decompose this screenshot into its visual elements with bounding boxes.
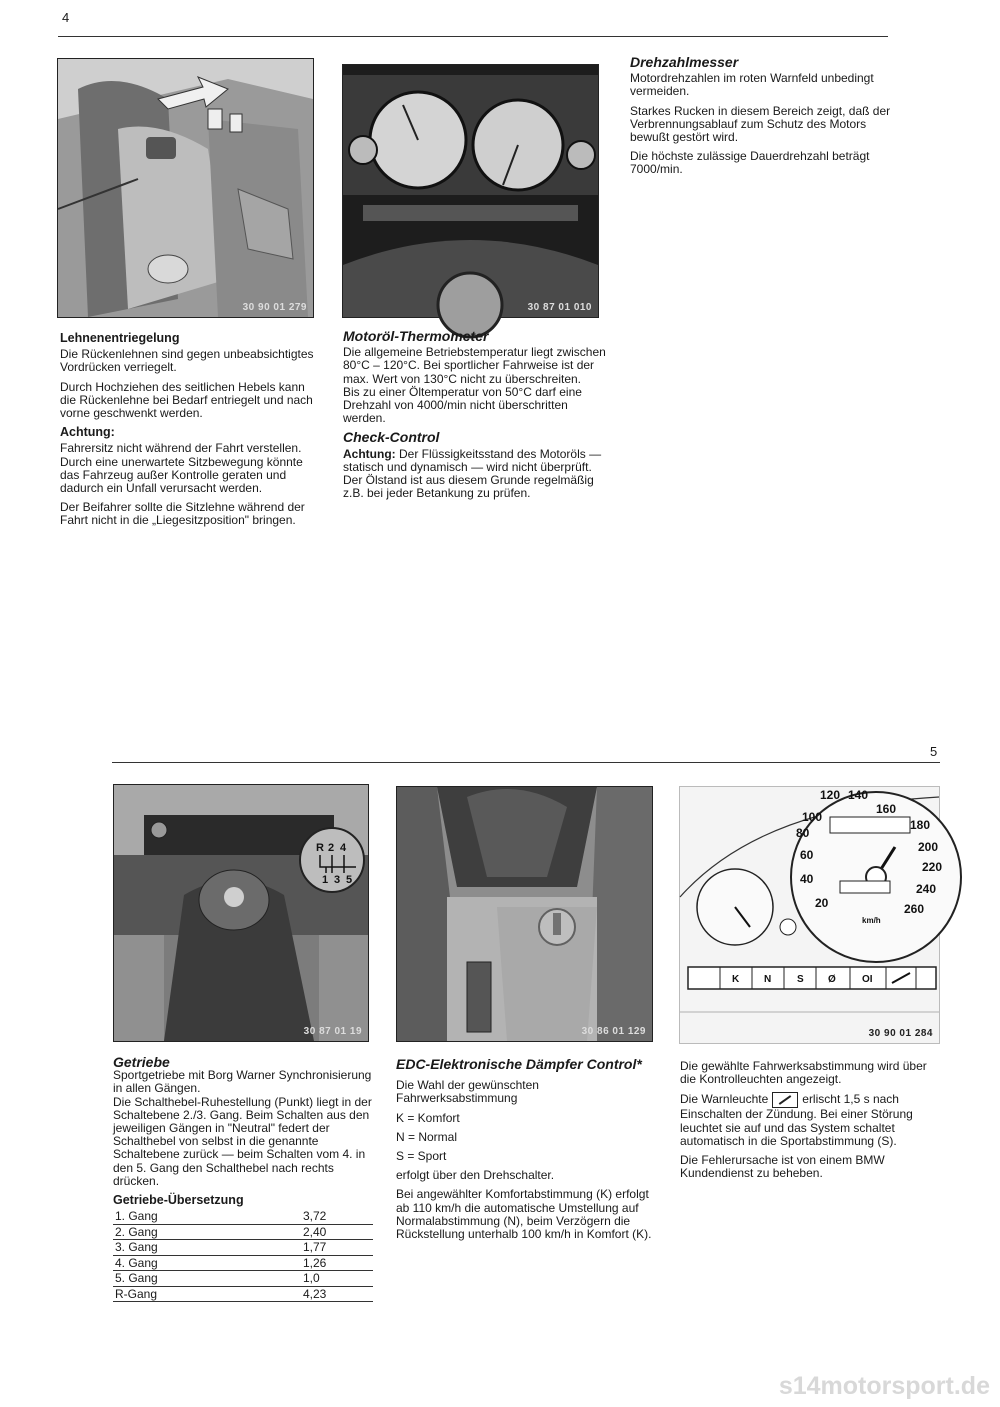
getriebe-section [113, 1056, 375, 1302]
gauge-label-80: 80 [796, 826, 810, 840]
lehnen-p3: Fahrersitz nicht während der Fahrt verstellen. Durch eine unerwartete Sitzbewegung könnte das Fahrzeug außer Kontrolle geraten und dadurch ein Unfall verursacht werden. [60, 441, 303, 496]
warning-lamp-icon [772, 1092, 798, 1108]
drehzahl-section [630, 56, 892, 183]
lamp-fuel: Ø [828, 974, 836, 985]
gauge-label-160: 160 [876, 802, 897, 816]
motoroel-p2: Bis zu einer Öltemperatur von 50°C darf eine Drehzahl von 4000/min nicht überschritten werden. [343, 384, 582, 426]
check-p1: Der Flüssigkeitsstand des Motoröls — statisch und dynamisch — wird nicht überprüft. [343, 446, 602, 474]
edc-s: S = Sport [396, 1149, 447, 1164]
gear-ratio: 1,26 [301, 1255, 373, 1271]
edc-p1: Die Wahl der gewünschten Fahrwerksabstimmung [396, 1078, 539, 1106]
table-row [113, 1209, 373, 1224]
edc-k: K = Komfort [396, 1110, 460, 1125]
bottom-rule [112, 762, 940, 763]
gear-name: 4. Gang [113, 1255, 301, 1271]
getriebe-table-title: Getriebe-Übersetzung [113, 1193, 244, 1208]
edc-p3: Bei angewählter Komfortabstimmung (K) erfolgt ab 110 km/h die automatische Umstellung auf Normalabstimmung (N), beim Verzögern die Rückstellung unterhalb 100 km/h in Komfort (K). [396, 1187, 652, 1242]
motoroel-p1: Die allgemeine Betriebstemperatur liegt zwischen 80°C – 120°C. Bei sportlicher Fahrweise ist der max. Wert von 130°C nicht zu überschreiten. [343, 345, 606, 386]
console-photo [396, 786, 653, 1042]
shift-2: 2 [328, 842, 335, 854]
watermark: s14motorsport.de [778, 1372, 990, 1400]
getriebe-p2: Die Schalthebel-Ruhestellung (Punkt) liegt in der Schaltebene 2./3. Gang. Beim Schalten aus den jeweiligen Gängen in "Neutral" federt der Schalthebel von selbst in die genannte Schaltebene zurück — beim Schalten vom 4. in den 5. Gang den Schalthebel nach rechts drücken. [113, 1094, 372, 1188]
lamp-n: N [764, 974, 772, 985]
gauge-label-260: 260 [904, 902, 925, 916]
edc-p2: erfolgt über den Drehschalter. [396, 1168, 555, 1183]
gear-name: 1. Gang [113, 1209, 301, 1224]
check-achtung: Achtung: [343, 446, 396, 461]
gauge-label-140: 140 [848, 788, 869, 802]
table-row [113, 1240, 373, 1256]
right-p1: Die gewählte Fahrwerksabstimmung wird über die Kontrolleuchten angezeigt. [680, 1059, 927, 1087]
gauge-label-60: 60 [800, 848, 814, 862]
shift-r: R [316, 842, 324, 854]
gear-ratio: 1,0 [301, 1271, 373, 1287]
getriebe-title: Getriebe [113, 1054, 170, 1070]
check-title: Check-Control [343, 429, 440, 446]
gear-ratio: 3,72 [301, 1209, 373, 1224]
right-p2b: erlischt 1,5 s nach Einschalten der Zündung. Bei einer Störung leuchtet sie auf und das System schaltet automatisch in die Sportabstimmung (S). [680, 1092, 913, 1148]
edc-n: N = Normal [396, 1129, 458, 1144]
seat-photo [57, 58, 314, 318]
gauge-label-120: 120 [820, 788, 841, 802]
edc-title: EDC-Elektronische Dämpfer Control* [396, 1056, 642, 1072]
table-row [113, 1224, 373, 1240]
cluster-photo-code: 30 87 01 010 [527, 302, 592, 313]
drehzahl-title: Drehzahlmesser [630, 54, 739, 70]
shift-1: 1 [322, 874, 329, 886]
getriebe-p1: Sportgetriebe mit Borg Warner Synchronisierung in allen Gängen. [113, 1068, 372, 1096]
gear-name: 5. Gang [113, 1271, 301, 1287]
lehnen-title: Lehnenentriegelung [60, 331, 180, 345]
gauge-label-40: 40 [800, 872, 814, 886]
seat-photo-code: 30 90 01 279 [242, 302, 307, 313]
lamp-oil: OI [862, 974, 873, 985]
gauge-label-kmh: km/h [862, 916, 881, 925]
page-number-bottom: 5 [930, 744, 938, 759]
page-number-top: 4 [62, 10, 70, 25]
lamp-s: S [797, 974, 804, 985]
gauge-label-100: 100 [802, 810, 823, 824]
right-p3: Die Fehlerursache ist von einem BMW Kundendienst zu beheben. [680, 1153, 885, 1181]
table-row [113, 1255, 373, 1271]
shift-5: 5 [346, 874, 353, 886]
gearlever-photo-code: 30 87 01 19 [303, 1026, 362, 1037]
shift-4: 4 [340, 842, 347, 854]
gear-ratio: 4,23 [301, 1286, 373, 1302]
lehnen-achtung: Achtung: [60, 425, 115, 440]
gauge-label-180: 180 [910, 818, 931, 832]
gauge-drawing-code: 30 90 01 284 [868, 1028, 933, 1039]
gauge-label-220: 220 [922, 860, 943, 874]
console-photo-code: 30 86 01 129 [581, 1026, 646, 1037]
lehnen-p2: Durch Hochziehen des seitlichen Hebels kann die Rückenlehne bei Bedarf entriegelt und nach vorne geschwenkt werden. [60, 379, 313, 421]
drehzahl-p2: Starkes Rucken in diesem Bereich zeigt, daß der Verbrennungsablauf zum Schutz des Motors bewußt gestört wird. [630, 103, 891, 145]
gear-ratio: 1,77 [301, 1240, 373, 1256]
gear-name: R-Gang [113, 1286, 301, 1302]
right-p2a: Die Warnleuchte [680, 1092, 769, 1107]
gauge-drawing [679, 786, 943, 1044]
gauge-label-200: 200 [918, 840, 939, 854]
edc-right-section [680, 1060, 940, 1186]
check-p2: Der Ölstand ist aus diesem Grunde regelmäßig z.B. bei jeder Betankung zu prüfen. [343, 473, 594, 501]
lamp-k: K [732, 974, 740, 985]
lehnen-section [60, 332, 322, 534]
table-row [113, 1286, 373, 1302]
drehzahl-p1: Motordrehzahlen im roten Warnfeld unbedingt vermeiden. [630, 71, 874, 99]
shift-3: 3 [334, 874, 341, 886]
gear-ratio-table [113, 1209, 373, 1302]
motoroel-title: Motoröl-Thermometer [343, 328, 489, 344]
edc-section [396, 1058, 658, 1247]
gauge-label-240: 240 [916, 882, 937, 896]
drehzahl-p3: Die höchste zulässige Dauerdrehzahl beträgt 7000/min. [630, 149, 870, 177]
gauge-label-20: 20 [815, 896, 829, 910]
top-rule [58, 36, 888, 37]
gear-name: 3. Gang [113, 1240, 301, 1256]
cluster-photo [342, 64, 599, 318]
table-row [113, 1271, 373, 1287]
lehnen-p4: Der Beifahrer sollte die Sitzlehne während der Fahrt nicht in die „Liegesitzposition" bringen. [60, 500, 305, 528]
gear-name: 2. Gang [113, 1224, 301, 1240]
motoroel-section [343, 330, 606, 506]
gear-ratio: 2,40 [301, 1224, 373, 1240]
lehnen-p1: Die Rückenlehnen sind gegen unbeabsichtigtes Vordrücken verriegelt. [60, 347, 314, 375]
gearlever-photo [113, 784, 369, 1042]
